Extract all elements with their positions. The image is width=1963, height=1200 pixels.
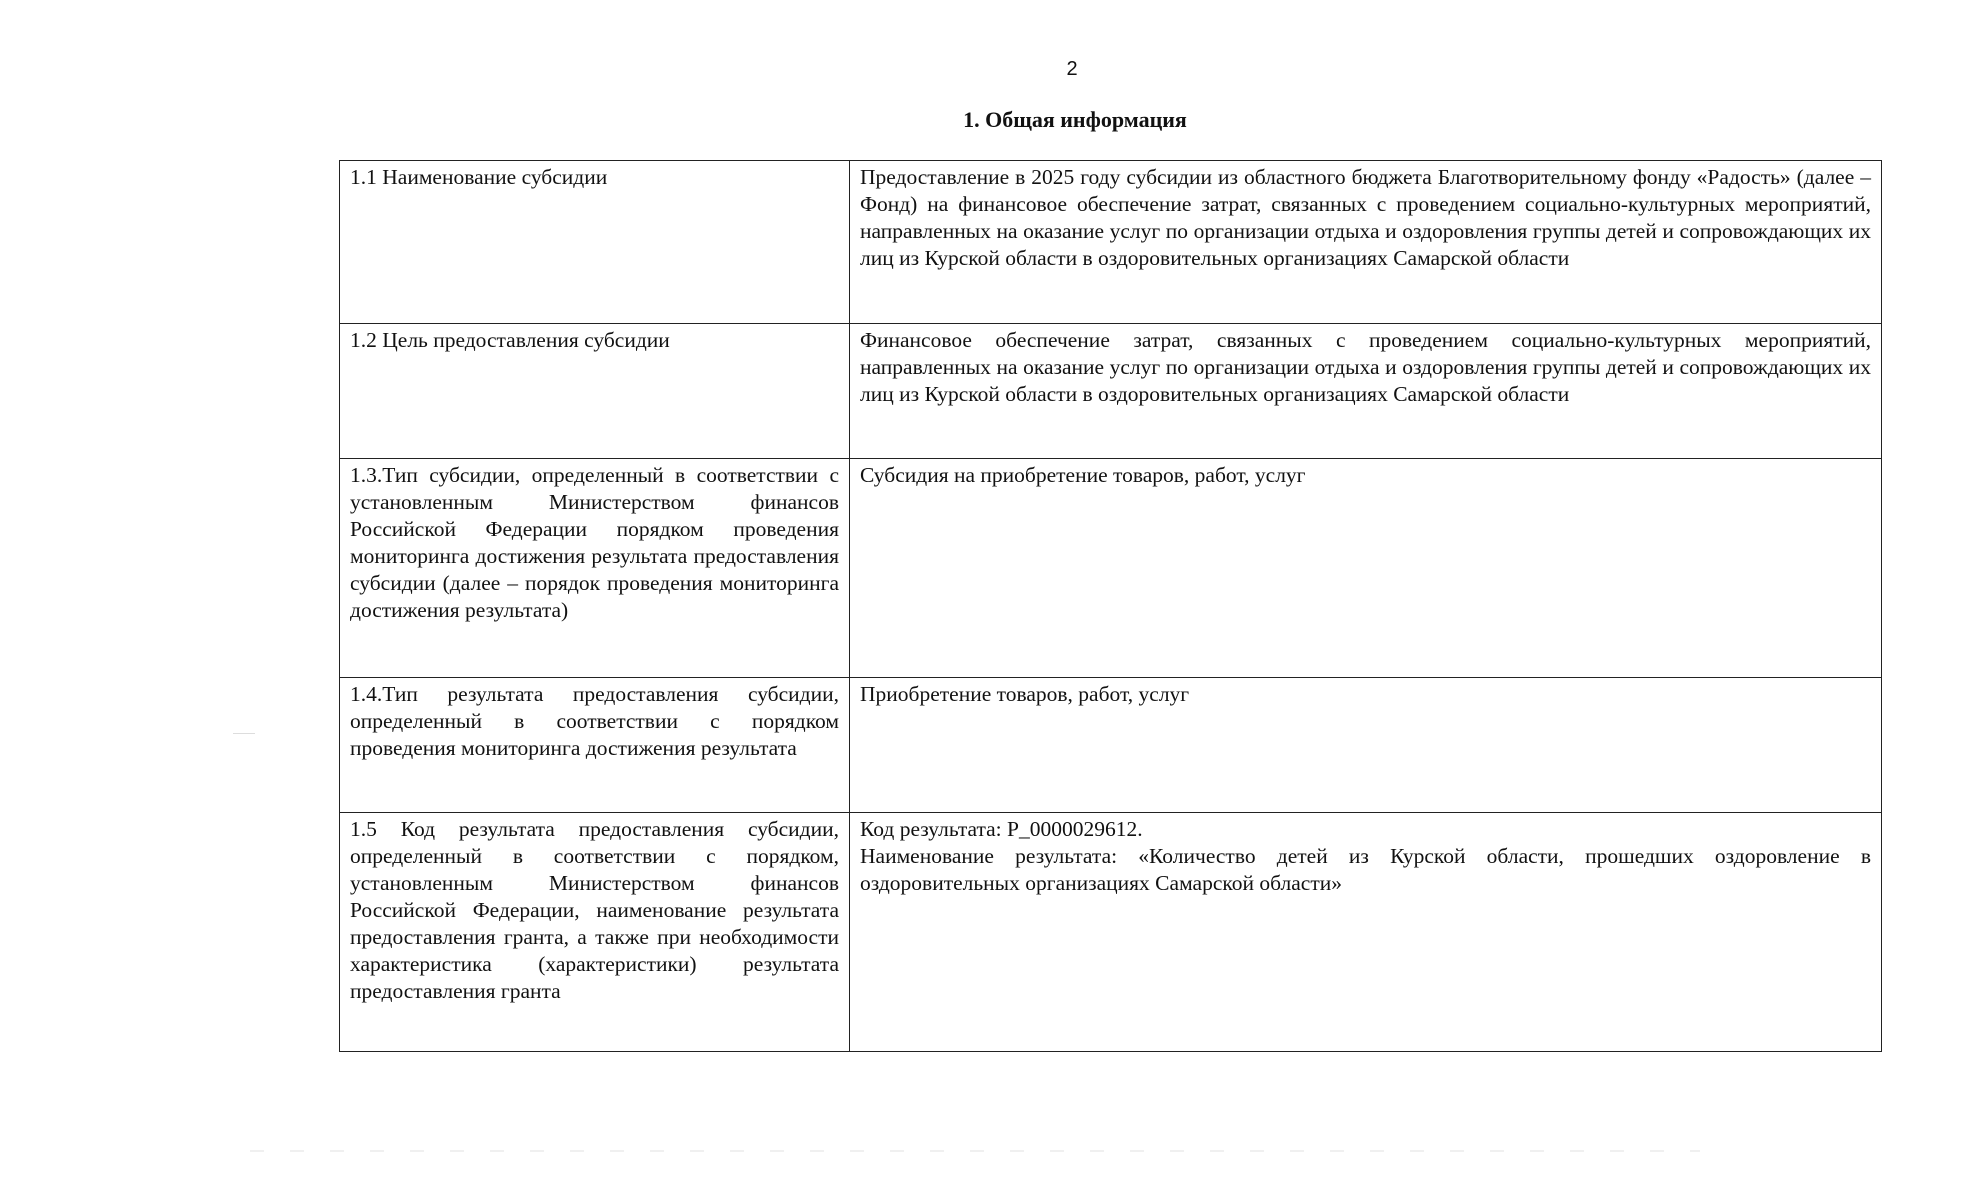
general-info-table	[339, 160, 1882, 1052]
row-value-result-code	[850, 813, 1882, 1052]
table-row	[340, 678, 1882, 813]
table-row	[340, 324, 1882, 459]
table-row	[340, 161, 1882, 324]
result-code-line: Код результата: Р_0000029612.	[860, 817, 1143, 841]
row-label-subsidy-type: 1.3.Тип субсидии, определенный в соответствии с установленным Министерством финансов Российской Федерации порядком проведения мониторинга достижения результата предоставления субсидии (далее – порядок проведения мониторинга достижения результата)	[340, 459, 850, 678]
row-label-subsidy-name: 1.1 Наименование субсидии	[340, 161, 850, 324]
table-row	[340, 813, 1882, 1052]
row-value-subsidy-name: Предоставление в 2025 году субсидии из областного бюджета Благотворительному фонду «Радость» (далее – Фонд) на финансовое обеспечение затрат, связанных с проведением социально-культурных мероприятий, направленных на оказание услуг по организации отдыха и оздоровления группы детей и сопровождающих их лиц из Курской области в оздоровительных организациях Самарской области	[850, 161, 1882, 324]
page-number: 2	[1066, 58, 1078, 80]
row-label-result-code: 1.5 Код результата предоставления субсидии, определенный в соответствии с порядком, установленным Министерством финансов Российской Федерации, наименование результата предоставления гранта, а также при необходимости характеристика (характеристики) результата предоставления гранта	[340, 813, 850, 1052]
table-row	[340, 459, 1882, 678]
scan-artifact	[250, 1150, 1700, 1152]
row-label-result-type: 1.4.Тип результата предоставления субсидии, определенный в соответствии с порядком проведения мониторинга достижения результата	[340, 678, 850, 813]
result-name-line: Наименование результата: «Количество детей из Курской области, прошедших оздоровление в оздоровительных организациях Самарской области»	[860, 844, 1871, 895]
row-value-subsidy-type: Субсидия на приобретение товаров, работ, услуг	[850, 459, 1882, 678]
row-label-subsidy-goal: 1.2 Цель предоставления субсидии	[340, 324, 850, 459]
row-value-subsidy-goal: Финансовое обеспечение затрат, связанных с проведением социально-культурных мероприятий, направленных на оказание услуг по организации отдыха и оздоровления группы детей и сопровождающих их лиц из Курской области в оздоровительных организациях Самарской области	[850, 324, 1882, 459]
section-title: 1. Общая информация	[963, 107, 1187, 132]
scan-artifact	[233, 733, 255, 734]
row-value-result-type: Приобретение товаров, работ, услуг	[850, 678, 1882, 813]
